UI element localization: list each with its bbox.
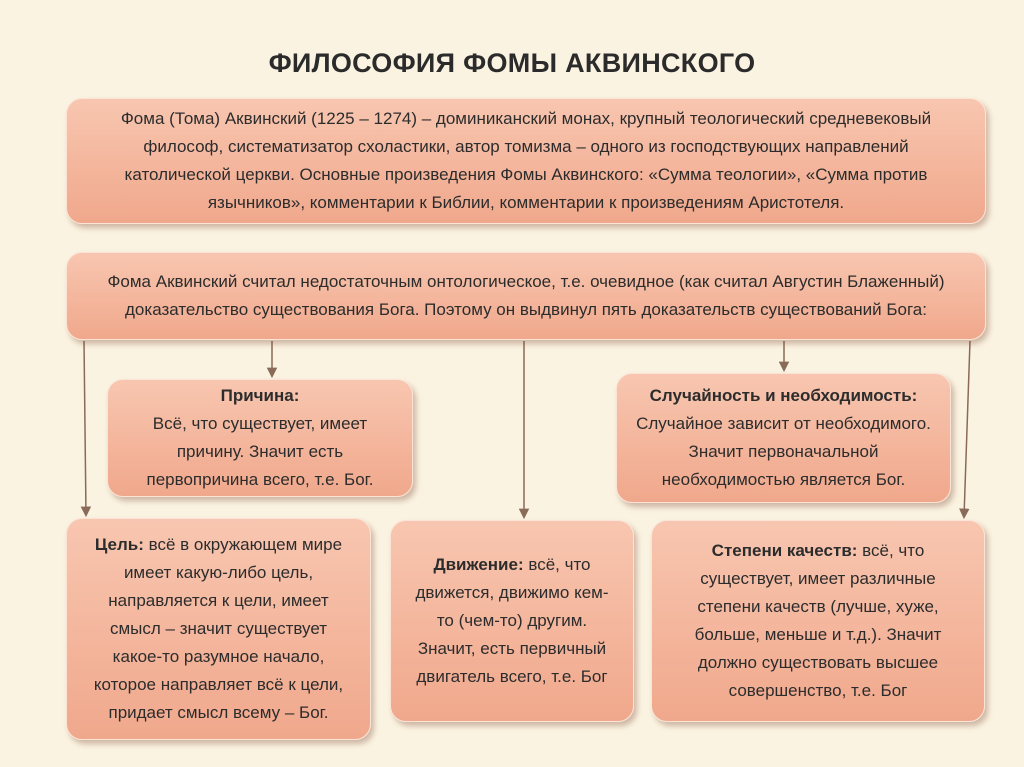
proof-heading: Движение:: [433, 555, 524, 574]
proof-heading: Случайность и необходимость:: [649, 386, 918, 405]
ontology-line: Фома Аквинский считал недостаточным онтологическое, т.е. очевидное (как считал Августин Блаженный): [107, 272, 945, 291]
intro-line: католической церкви. Основные произведения Фомы Аквинского: «Сумма теологии», «Сумма против: [124, 165, 928, 184]
intro-line: Фома (Тома) Аквинский (1225 – 1274) – доминиканский монах, крупный теологический средневековый: [120, 109, 932, 128]
proof-line: всё в окружающем мире: [148, 535, 343, 554]
proof-line: имеет какую-либо цель,: [123, 563, 314, 582]
proof-line: направляется к цели, имеет: [108, 591, 329, 610]
proof-line: первопричина всего, т.е. Бог.: [146, 470, 374, 489]
proof-line: существует, имеет различные: [700, 569, 936, 588]
arrow-to-quality: [964, 341, 970, 517]
arrow-to-goal: [84, 341, 86, 515]
proof-motion-box: [390, 520, 634, 722]
proof-line: Значит первоначальной: [688, 442, 879, 461]
intro-line: философ, систематизатор схоластики, автор томизма – одного из господствующих направлений: [143, 137, 909, 156]
proof-line: причину. Значит есть: [176, 442, 344, 461]
intro-line: язычников», комментарии к Библии, комментарии к произведениям Аристотеля.: [207, 193, 845, 212]
proof-line: степени качеств (лучше, хуже,: [697, 597, 939, 616]
proof-line: двигатель всего, т.е. Бог: [416, 667, 608, 686]
proof-line: всё, что: [528, 555, 591, 574]
proof-line: должно существовать высшее: [697, 653, 939, 672]
proof-line: то (чем-то) другим.: [436, 611, 588, 630]
proof-line: Случайное зависит от необходимого.: [636, 414, 931, 433]
page-title: ФИЛОСОФИЯ ФОМЫ АКВИНСКОГО: [268, 48, 756, 78]
proof-line: больше, меньше и т.д.). Значит: [694, 625, 942, 644]
proof-line: какое-то разумное начало,: [112, 647, 325, 666]
proof-line: Всё, что существует, имеет: [152, 414, 368, 433]
ontology-line: доказательство существования Бога. Поэтому он выдвинул пять доказательств существований Бога:: [125, 300, 927, 319]
proof-quality-box: [651, 520, 985, 722]
ontology-box: [66, 252, 986, 340]
proof-line: Значит, есть первичный: [417, 639, 607, 658]
proof-line: которое направляет всё к цели,: [93, 675, 344, 694]
proof-line: всё, что: [862, 541, 925, 560]
intro-box: [66, 98, 986, 224]
proof-line: смысл – значит существует: [109, 619, 328, 638]
proof-contingency-box: [616, 373, 951, 503]
proof-line: необходимостью является Бог.: [661, 470, 906, 489]
proof-heading: Цель:: [94, 535, 144, 554]
proof-line: совершенство, т.е. Бог: [728, 681, 908, 700]
proof-heading: Степени качеств:: [711, 541, 858, 560]
proof-heading: Причина:: [220, 386, 300, 405]
proof-cause-box: [107, 379, 413, 497]
proof-line: придает смысл всему – Бог.: [108, 703, 329, 722]
proof-goal-box: [66, 518, 371, 740]
proof-line: движется, движимо кем-: [415, 583, 609, 602]
